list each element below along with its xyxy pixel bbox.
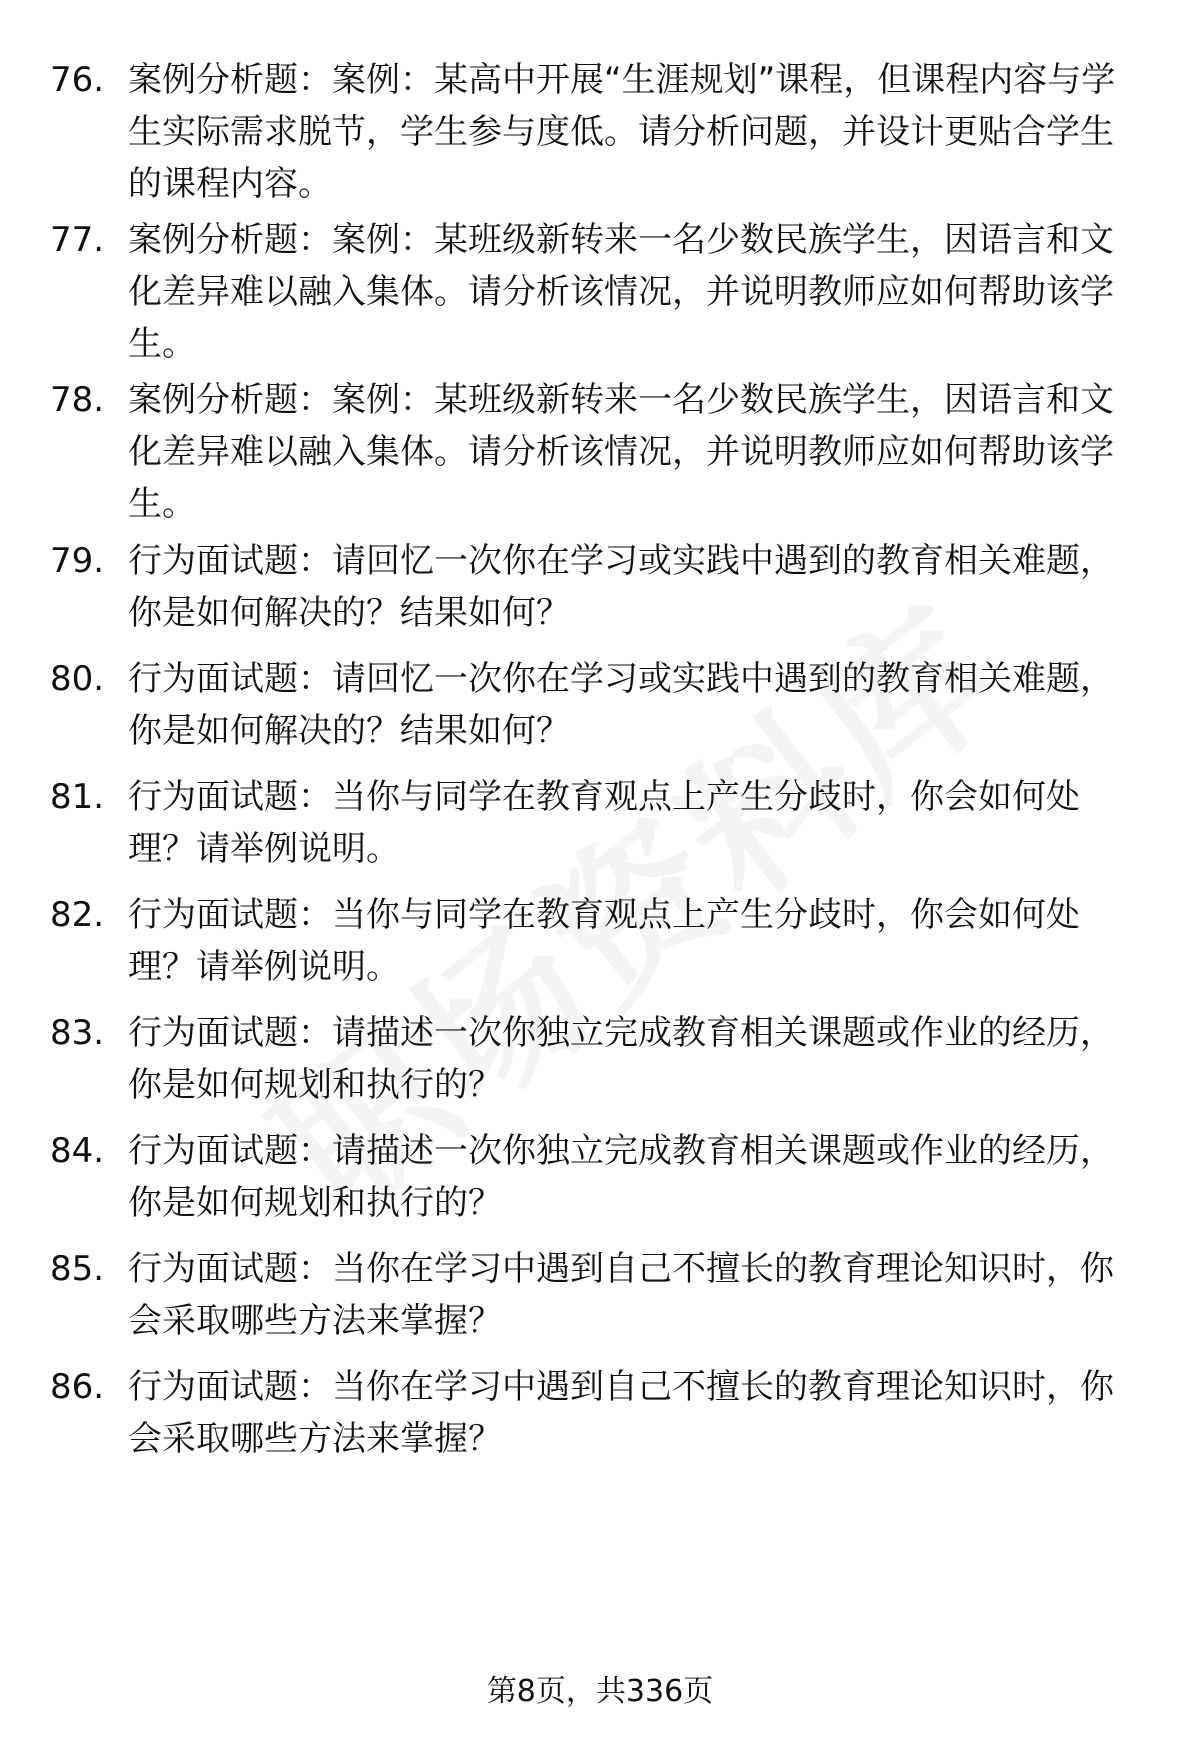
question-text: 行为面试题：当你在学习中遇到自己不擅长的教育理论知识时，你会采取哪些方法来掌握？: [128, 1367, 1114, 1459]
question-text: 行为面试题：请描述一次你独立完成教育相关课题或作业的经历，你是如何规划和执行的？: [128, 1131, 1114, 1223]
question-number: 77.: [50, 220, 105, 260]
question-number: 80.: [50, 659, 105, 699]
question-number: 83.: [50, 1013, 105, 1053]
question-number: 78.: [50, 380, 105, 420]
question-number: 79.: [50, 541, 105, 581]
page-footer: [0, 1672, 1200, 1712]
question-number: 81.: [50, 777, 105, 817]
question-text: 案例分析题：案例：某班级新转来一名少数民族学生，因语言和文化差异难以融入集体。请分析该情况，并说明教师应如何帮助该学生。: [128, 380, 1114, 524]
question-number: 85.: [50, 1249, 105, 1289]
question-text: 行为面试题：当你与同学在教育观点上产生分歧时，你会如何处理？请举例说明。: [128, 777, 1080, 869]
question-text: 行为面试题：当你与同学在教育观点上产生分歧时，你会如何处理？请举例说明。: [128, 895, 1080, 987]
question-number: 82.: [50, 895, 105, 935]
question-number: 84.: [50, 1131, 105, 1171]
question-number: 86.: [50, 1367, 105, 1407]
page-number: 第8页，共336页: [486, 1674, 714, 1709]
question-text: 行为面试题：请回忆一次你在学习或实践中遇到的教育相关难题，你是如何解决的？结果如何？: [128, 541, 1114, 633]
question-text: 行为面试题：当你在学习中遇到自己不擅长的教育理论知识时，你会采取哪些方法来掌握？: [128, 1249, 1114, 1341]
question-text: 案例分析题：案例：某班级新转来一名少数民族学生，因语言和文化差异难以融入集体。请分析该情况，并说明教师应如何帮助该学生。: [128, 220, 1114, 364]
question-number: 76.: [50, 60, 105, 100]
question-text: 行为面试题：请回忆一次你在学习或实践中遇到的教育相关难题，你是如何解决的？结果如何？: [128, 659, 1114, 751]
question-text: 案例分析题：案例：某高中开展“生涯规划”课程，但课程内容与学生实际需求脱节，学生参与度低。请分析问题，并设计更贴合学生的课程内容。: [128, 60, 1116, 204]
question-text: 行为面试题：请描述一次你独立完成教育相关课题或作业的经历，你是如何规划和执行的？: [128, 1013, 1114, 1105]
